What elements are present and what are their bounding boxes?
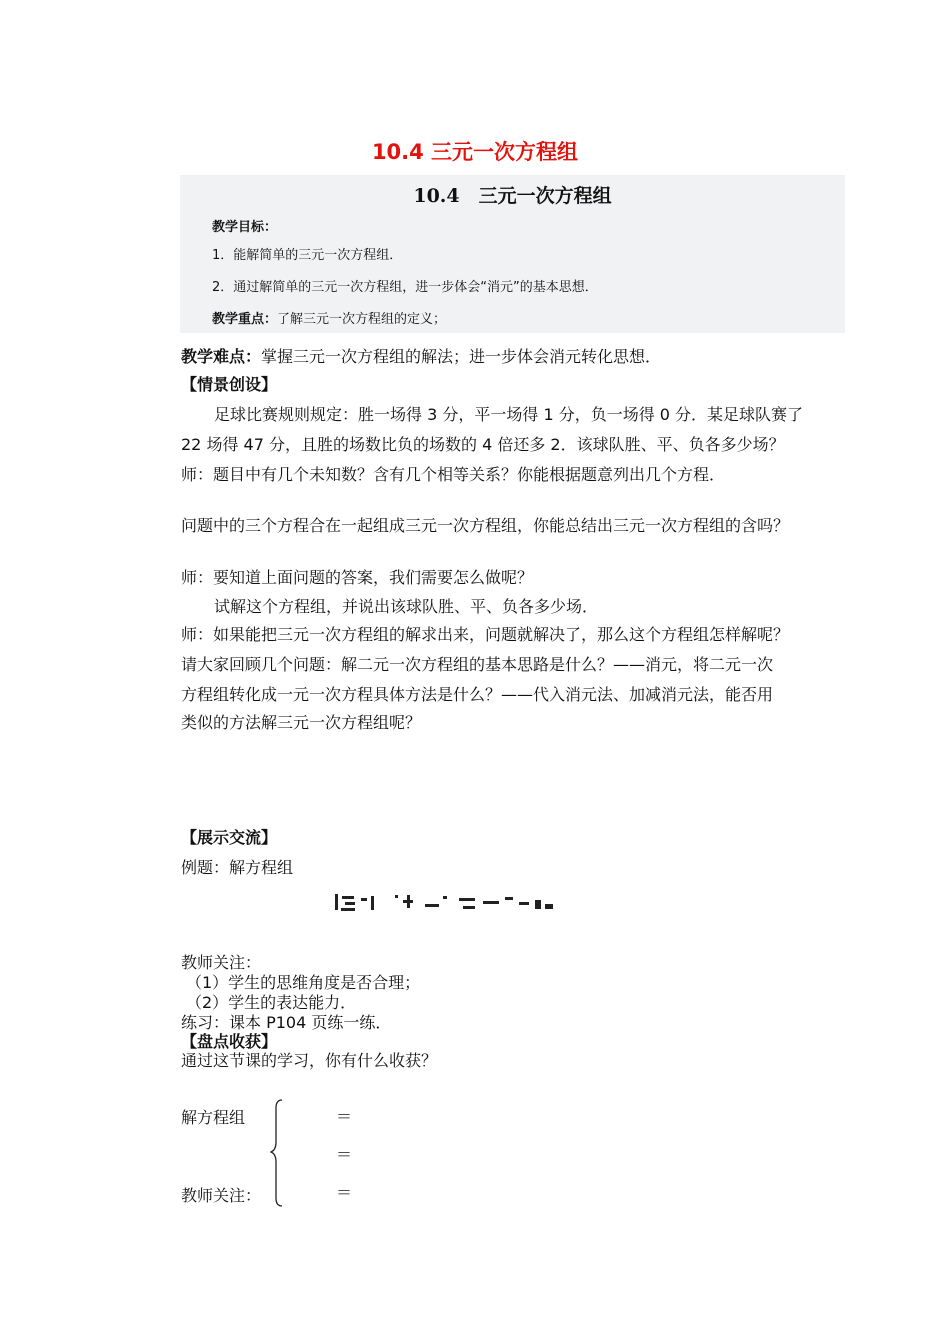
goal-item-1: 1．能解简单的三元一次方程组． [212, 248, 403, 263]
paragraph-line: 方程组转化成一元一次方程具体方法是什么？——代入消元法、加减消元法，能否用 [181, 685, 774, 704]
paragraph-line: 足球比赛规则规定：胜一场得 3 分，平一场得 1 分，负一场得 0 分．某足球队赛了 [214, 405, 804, 424]
teacher-focus-label: 教师关注： [181, 953, 262, 972]
equals-sign: ＝ [336, 1183, 353, 1202]
key-point-label: 教学重点： [212, 312, 278, 327]
paragraph-line: 请大家回顾几个问题：解二元一次方程组的基本思路是什么？——消元，将二元一次 [181, 655, 774, 674]
paragraph-line: 师：如果能把三元一次方程组的解求出来，问题就解决了，那么这个方程组怎样解呢？ [181, 625, 790, 644]
page-title: 10.4 三元一次方程组 [371, 140, 579, 164]
left-brace-icon [270, 1098, 290, 1208]
focus-item: （2）学生的表达能力． [186, 993, 357, 1012]
goal-item-2: 2．通过解简单的三元一次方程组，进一步体会“消元”的基本思想． [212, 280, 598, 295]
paragraph-line: 22 场得 47 分，且胜的场数比负的场数的 4 倍还多 2．该球队胜、平、负各多少场？ [181, 435, 785, 454]
teacher-focus-label: 教师关注： [181, 1186, 262, 1205]
difficulty-text: 掌握三元一次方程组的解法；进一步体会消元转化思想． [261, 347, 662, 366]
paragraph-line: 师：题目中有几个未知数？含有几个相等关系？你能根据题意列出几个方程． [181, 465, 726, 484]
harvest-question: 通过这节课的学习，你有什么收获？ [181, 1051, 438, 1070]
solve-label: 解方程组 [181, 1108, 246, 1127]
equals-sign: ＝ [336, 1145, 353, 1164]
paragraph-line: 试解这个方程组，并说出该球队胜、平、负各多少场． [214, 597, 599, 616]
key-point-text: 了解三元一次方程组的定义； [277, 312, 447, 327]
section-heading-show: 【展示交流】 [181, 828, 278, 847]
paragraph-line: 问题中的三个方程合在一起组成三元一次方程组，你能总结出三元一次方程组的含吗？ [181, 516, 790, 535]
example-label: 例题：解方程组 [181, 858, 294, 877]
equation-image [333, 890, 555, 914]
paragraph-line: 师：要知道上面问题的答案，我们需要怎么做呢？ [181, 568, 534, 587]
practice-line: 练习：课本 P104 页练一练． [181, 1013, 392, 1032]
paragraph-line: 类似的方法解三元一次方程组呢？ [181, 713, 422, 732]
section-heading-scenario: 【情景创设】 [181, 375, 278, 394]
difficulty-label: 教学难点： [181, 347, 262, 366]
equals-sign: ＝ [336, 1107, 353, 1126]
section-heading-harvest: 【盘点收获】 [181, 1032, 278, 1051]
scan-title: 10.4 三元一次方程组 [413, 185, 612, 207]
scanned-excerpt [180, 175, 845, 333]
goal-label: 教学目标： [212, 220, 278, 235]
focus-item: （1）学生的思维角度是否合理； [186, 973, 421, 992]
